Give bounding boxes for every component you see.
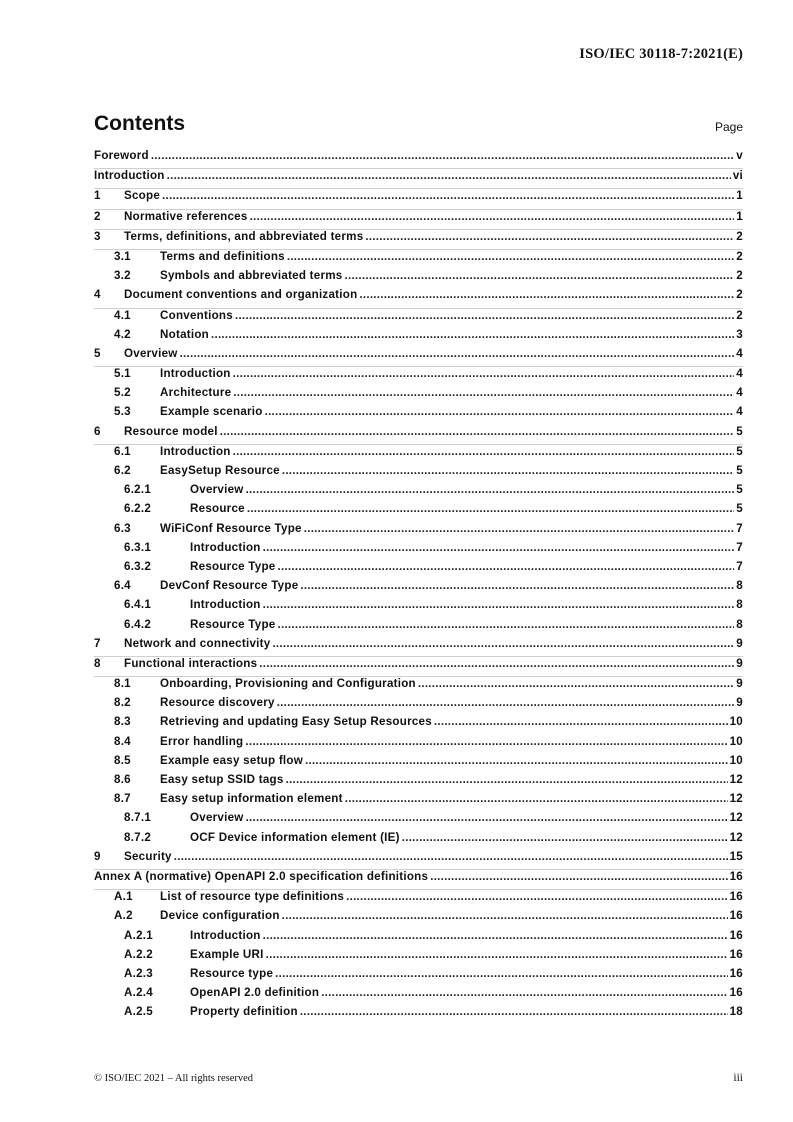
toc-entry-number: 8.4 bbox=[114, 734, 131, 748]
toc-leader-dots bbox=[278, 618, 735, 631]
toc-leader-dots bbox=[346, 890, 727, 903]
toc-entry-title: Property definition bbox=[190, 1005, 298, 1019]
toc-entry[interactable] bbox=[94, 773, 743, 792]
toc-entry-number: 6.4.1 bbox=[124, 598, 152, 612]
toc-entry-page: 9 bbox=[736, 656, 743, 670]
toc-entry-title: List of resource type definitions bbox=[160, 890, 345, 904]
toc-entry-title: Terms, definitions, and abbreviated terms bbox=[124, 229, 364, 243]
toc-entry[interactable] bbox=[94, 522, 743, 541]
toc-entry-page: 1 bbox=[736, 209, 743, 223]
toc-entry-title: Resource bbox=[190, 502, 245, 516]
toc-entry[interactable] bbox=[94, 250, 743, 269]
toc-entry-title: Network and connectivity bbox=[124, 636, 271, 650]
toc-entry-number: 9 bbox=[94, 849, 101, 863]
toc-leader-dots bbox=[365, 230, 734, 243]
toc-entry[interactable] bbox=[94, 541, 743, 560]
toc-entry-page: 5 bbox=[736, 424, 743, 438]
toc-entry-title: OCF Device information element (IE) bbox=[190, 830, 400, 844]
toc-entry-title: Resource type bbox=[190, 966, 274, 980]
toc-entry-title: Introduction bbox=[160, 367, 231, 381]
toc-entry-title: Scope bbox=[124, 189, 161, 203]
toc-entry-page: 4 bbox=[736, 367, 743, 381]
toc-entry-title: Introduction bbox=[190, 598, 261, 612]
copyright-footer: © ISO/IEC 2021 – All rights reserved bbox=[94, 1073, 254, 1084]
toc-leader-dots bbox=[430, 870, 727, 883]
toc-entry-number: 8.6 bbox=[114, 773, 131, 786]
toc-leader-dots bbox=[246, 811, 728, 824]
toc-entry-number: 8 bbox=[94, 656, 101, 670]
toc-entry-title: Terms and definitions bbox=[160, 249, 285, 263]
toc-leader-dots bbox=[286, 773, 728, 786]
toc-leader-dots bbox=[263, 598, 735, 611]
toc-entry-title: Resource Type bbox=[190, 617, 276, 631]
toc-entry-page: 2 bbox=[736, 249, 743, 263]
toc-entry-page: 7 bbox=[736, 521, 743, 535]
toc-entry-number: 6.3 bbox=[114, 521, 131, 535]
toc-leader-dots bbox=[220, 425, 735, 438]
toc-entry[interactable] bbox=[94, 967, 743, 986]
toc-entry[interactable] bbox=[94, 405, 743, 424]
toc-entry-number: 3.1 bbox=[114, 249, 131, 263]
toc-entry-page: 2 bbox=[736, 308, 743, 322]
toc-leader-dots bbox=[345, 792, 728, 805]
toc-entry-page: 8 bbox=[736, 617, 743, 631]
toc-leader-dots bbox=[235, 309, 734, 322]
toc-entry-page: 2 bbox=[736, 288, 743, 302]
toc-entry[interactable] bbox=[94, 210, 743, 230]
toc-entry[interactable] bbox=[94, 367, 743, 386]
toc-entry-title: EasySetup Resource bbox=[160, 464, 280, 477]
toc-entry-number: 8.7 bbox=[114, 792, 131, 806]
toc-leader-dots bbox=[211, 328, 734, 341]
toc-leader-dots bbox=[402, 831, 728, 844]
toc-leader-dots bbox=[418, 677, 734, 690]
toc-entry[interactable] bbox=[94, 309, 743, 328]
toc-entry-number: 8.2 bbox=[114, 696, 131, 710]
toc-entry-number: A.2.1 bbox=[124, 928, 153, 942]
toc-entry-number: 2 bbox=[94, 209, 101, 223]
toc-leader-dots bbox=[245, 735, 727, 748]
toc-entry-number: 4 bbox=[94, 288, 101, 302]
toc-entry[interactable] bbox=[94, 169, 743, 189]
toc-entry-title: OpenAPI 2.0 definition bbox=[190, 986, 320, 1000]
toc-entry-number: 6 bbox=[94, 424, 101, 438]
toc-entry[interactable] bbox=[94, 1005, 743, 1024]
toc-entry-number: 5.1 bbox=[114, 367, 131, 381]
toc-leader-dots bbox=[305, 754, 728, 767]
toc-entry-page: 16 bbox=[729, 986, 743, 1000]
toc-leader-dots bbox=[247, 502, 734, 515]
table-of-contents bbox=[94, 149, 743, 1024]
toc-entry-title: Architecture bbox=[160, 386, 232, 400]
toc-entry-page: v bbox=[736, 149, 743, 162]
toc-entry-number: A.2.3 bbox=[124, 966, 153, 980]
toc-entry-number: 4.1 bbox=[114, 308, 131, 322]
toc-leader-dots bbox=[434, 715, 728, 728]
toc-entry-title: Device configuration bbox=[160, 909, 280, 923]
toc-entry-page: 12 bbox=[729, 811, 743, 825]
toc-entry[interactable] bbox=[94, 425, 743, 445]
toc-entry[interactable] bbox=[94, 560, 743, 579]
toc-entry-title: Introduction bbox=[190, 540, 261, 554]
toc-entry-title: Conventions bbox=[160, 308, 233, 322]
toc-entry-number: 8.1 bbox=[114, 677, 131, 691]
toc-entry[interactable] bbox=[94, 948, 743, 967]
toc-entry[interactable] bbox=[94, 754, 743, 773]
toc-entry-page: 7 bbox=[736, 540, 743, 554]
toc-entry[interactable] bbox=[94, 483, 743, 502]
toc-entry-title: Introduction bbox=[160, 444, 231, 458]
toc-entry-page: 9 bbox=[736, 636, 743, 650]
toc-entry[interactable] bbox=[94, 502, 743, 521]
toc-entry-number: A.2 bbox=[114, 909, 133, 923]
toc-leader-dots bbox=[233, 386, 734, 399]
toc-entry[interactable] bbox=[94, 598, 743, 617]
toc-entry-page: 8 bbox=[736, 598, 743, 612]
toc-leader-dots bbox=[321, 986, 727, 999]
toc-entry-page: 9 bbox=[736, 677, 743, 691]
toc-entry[interactable] bbox=[94, 890, 743, 909]
toc-entry-page: 8 bbox=[736, 579, 743, 593]
toc-entry[interactable] bbox=[94, 386, 743, 405]
toc-entry[interactable] bbox=[94, 735, 743, 754]
toc-entry[interactable] bbox=[94, 618, 743, 637]
toc-entry-title: WiFiConf Resource Type bbox=[160, 521, 302, 535]
toc-entry-number: 8.7.2 bbox=[124, 830, 152, 844]
toc-entry-title: Resource Type bbox=[190, 559, 276, 573]
page-column-label: Page bbox=[714, 120, 743, 134]
toc-leader-dots bbox=[162, 189, 734, 202]
toc-entry-number: 5.3 bbox=[114, 405, 131, 419]
toc-entry-title: Security bbox=[124, 849, 172, 863]
toc-entry-page: 5 bbox=[736, 464, 743, 477]
toc-entry[interactable] bbox=[94, 347, 743, 367]
toc-leader-dots bbox=[246, 483, 735, 496]
toc-entry-title: Symbols and abbreviated terms bbox=[160, 269, 343, 283]
toc-leader-dots bbox=[287, 250, 734, 263]
toc-entry[interactable] bbox=[94, 929, 743, 948]
toc-entry-number: 6.3.1 bbox=[124, 540, 152, 554]
toc-entry-number: 8.7.1 bbox=[124, 811, 152, 825]
toc-entry-page: 4 bbox=[736, 386, 743, 400]
toc-entry-title: Example easy setup flow bbox=[160, 753, 303, 767]
toc-entry-page: 16 bbox=[729, 909, 743, 923]
toc-entry-title: Annex A (normative) OpenAPI 2.0 specification definitions bbox=[94, 869, 429, 883]
toc-entry-page: vi bbox=[732, 169, 743, 183]
toc-entry[interactable] bbox=[94, 870, 743, 890]
toc-leader-dots bbox=[263, 929, 728, 942]
toc-entry[interactable] bbox=[94, 579, 743, 598]
toc-entry[interactable] bbox=[94, 986, 743, 1005]
toc-leader-dots bbox=[304, 522, 735, 535]
toc-entry-number: 6.4 bbox=[114, 579, 131, 593]
toc-entry[interactable] bbox=[94, 831, 743, 850]
toc-entry-page: 16 bbox=[729, 966, 743, 980]
toc-entry[interactable] bbox=[94, 657, 743, 677]
toc-leader-dots bbox=[180, 347, 735, 360]
toc-entry[interactable] bbox=[94, 445, 743, 464]
toc-entry-title: Error handling bbox=[160, 734, 244, 748]
toc-entry-page: 2 bbox=[736, 269, 743, 283]
toc-leader-dots bbox=[300, 1005, 728, 1018]
toc-entry-page: 12 bbox=[729, 830, 743, 844]
toc-entry[interactable] bbox=[94, 696, 743, 715]
toc-entry-page: 7 bbox=[736, 559, 743, 573]
toc-entry-number: A.2.2 bbox=[124, 947, 153, 961]
toc-entry[interactable] bbox=[94, 637, 743, 657]
toc-entry-title: Overview bbox=[190, 483, 244, 497]
toc-entry-title: Resource model bbox=[124, 424, 218, 438]
toc-leader-dots bbox=[263, 541, 735, 554]
toc-entry-page: 4 bbox=[736, 405, 743, 419]
toc-entry-page: 12 bbox=[729, 792, 743, 806]
toc-entry-page: 16 bbox=[729, 928, 743, 942]
toc-entry-page: 10 bbox=[729, 734, 743, 748]
page-number-footer: iii bbox=[733, 1072, 743, 1084]
toc-leader-dots bbox=[275, 967, 727, 980]
toc-entry-page: 10 bbox=[729, 753, 743, 767]
page-title: Contents bbox=[94, 112, 185, 135]
toc-entry[interactable] bbox=[94, 269, 743, 288]
document-id-header: ISO/IEC 30118-7:2021(E) bbox=[579, 46, 743, 62]
toc-entry-page: 5 bbox=[736, 502, 743, 516]
toc-leader-dots bbox=[272, 637, 734, 650]
toc-entry-page: 10 bbox=[729, 715, 743, 729]
toc-leader-dots bbox=[167, 169, 731, 182]
toc-leader-dots bbox=[300, 579, 734, 592]
toc-entry[interactable] bbox=[94, 288, 743, 308]
toc-entry-title: Functional interactions bbox=[124, 656, 258, 670]
toc-leader-dots bbox=[250, 210, 735, 223]
toc-entry-title: Easy setup SSID tags bbox=[160, 773, 284, 786]
toc-entry-title: Easy setup information element bbox=[160, 792, 343, 806]
toc-entry-number: 3 bbox=[94, 229, 101, 243]
toc-entry[interactable] bbox=[94, 464, 743, 483]
toc-entry[interactable] bbox=[94, 850, 743, 870]
toc-entry-title: Overview bbox=[190, 811, 244, 825]
toc-entry-number: 5 bbox=[94, 346, 101, 360]
toc-entry-page: 5 bbox=[736, 444, 743, 458]
toc-entry-title: Document conventions and organization bbox=[124, 288, 358, 302]
toc-entry-number: 4.2 bbox=[114, 327, 131, 341]
toc-leader-dots bbox=[233, 367, 735, 380]
toc-entry-number: 6.3.2 bbox=[124, 559, 152, 573]
toc-entry-title: Introduction bbox=[94, 169, 165, 183]
toc-entry-title: Overview bbox=[124, 346, 178, 360]
toc-leader-dots bbox=[266, 948, 728, 961]
toc-entry-page: 1 bbox=[736, 189, 743, 203]
toc-leader-dots bbox=[151, 149, 734, 162]
toc-leader-dots bbox=[282, 464, 734, 477]
toc-entry-number: A.2.4 bbox=[124, 986, 153, 1000]
toc-entry-number: 6.2 bbox=[114, 464, 131, 477]
toc-entry-page: 4 bbox=[736, 346, 743, 360]
toc-entry-title: Example scenario bbox=[160, 405, 263, 419]
toc-leader-dots bbox=[345, 269, 735, 282]
toc-leader-dots bbox=[233, 445, 735, 458]
toc-entry-number: 6.4.2 bbox=[124, 617, 152, 631]
toc-leader-dots bbox=[278, 560, 735, 573]
toc-leader-dots bbox=[282, 909, 728, 922]
toc-entry-number: 8.3 bbox=[114, 715, 131, 729]
toc-entry[interactable] bbox=[94, 328, 743, 347]
toc-entry-number: 8.5 bbox=[114, 753, 131, 767]
toc-leader-dots bbox=[259, 657, 734, 670]
toc-entry[interactable] bbox=[94, 792, 743, 811]
toc-entry-page: 2 bbox=[736, 229, 743, 243]
toc-entry-page: 16 bbox=[729, 869, 743, 883]
toc-entry[interactable] bbox=[94, 230, 743, 250]
toc-entry-number: 6.1 bbox=[114, 444, 131, 458]
toc-entry[interactable] bbox=[94, 715, 743, 734]
toc-entry-number: 7 bbox=[94, 636, 101, 650]
toc-entry-title: Example URI bbox=[190, 947, 264, 961]
toc-entry-number: 6.2.2 bbox=[124, 502, 152, 516]
toc-entry-title: DevConf Resource Type bbox=[160, 579, 299, 593]
toc-leader-dots bbox=[359, 288, 734, 301]
toc-entry-page: 3 bbox=[736, 327, 743, 341]
toc-leader-dots bbox=[265, 405, 735, 418]
toc-entry-title: Notation bbox=[160, 327, 210, 341]
toc-entry[interactable] bbox=[94, 677, 743, 696]
toc-entry-page: 16 bbox=[729, 890, 743, 904]
toc-entry-title: Introduction bbox=[190, 928, 261, 942]
toc-entry-page: 12 bbox=[729, 773, 743, 786]
toc-entry[interactable] bbox=[94, 909, 743, 928]
toc-entry-title: Foreword bbox=[94, 149, 149, 162]
toc-entry-number: A.1 bbox=[114, 890, 133, 904]
toc-entry-page: 9 bbox=[736, 696, 743, 710]
toc-entry-number: A.2.5 bbox=[124, 1005, 153, 1019]
toc-entry[interactable] bbox=[94, 149, 743, 169]
toc-entry-number: 1 bbox=[94, 189, 101, 203]
toc-entry[interactable] bbox=[94, 811, 743, 830]
toc-leader-dots bbox=[277, 696, 735, 709]
toc-entry-number: 3.2 bbox=[114, 269, 131, 283]
toc-entry-page: 16 bbox=[729, 947, 743, 961]
toc-leader-dots bbox=[174, 850, 728, 863]
toc-entry-page: 5 bbox=[736, 483, 743, 497]
toc-entry-number: 6.2.1 bbox=[124, 483, 152, 497]
toc-entry-number: 5.2 bbox=[114, 386, 131, 400]
toc-entry-title: Onboarding, Provisioning and Configuration bbox=[160, 677, 416, 691]
toc-entry-title: Retrieving and updating Easy Setup Resources bbox=[160, 715, 432, 729]
toc-entry-page: 18 bbox=[729, 1005, 743, 1019]
toc-entry[interactable] bbox=[94, 189, 743, 209]
toc-entry-title: Normative references bbox=[124, 209, 248, 223]
toc-entry-title: Resource discovery bbox=[160, 696, 275, 710]
toc-entry-page: 15 bbox=[729, 849, 743, 863]
